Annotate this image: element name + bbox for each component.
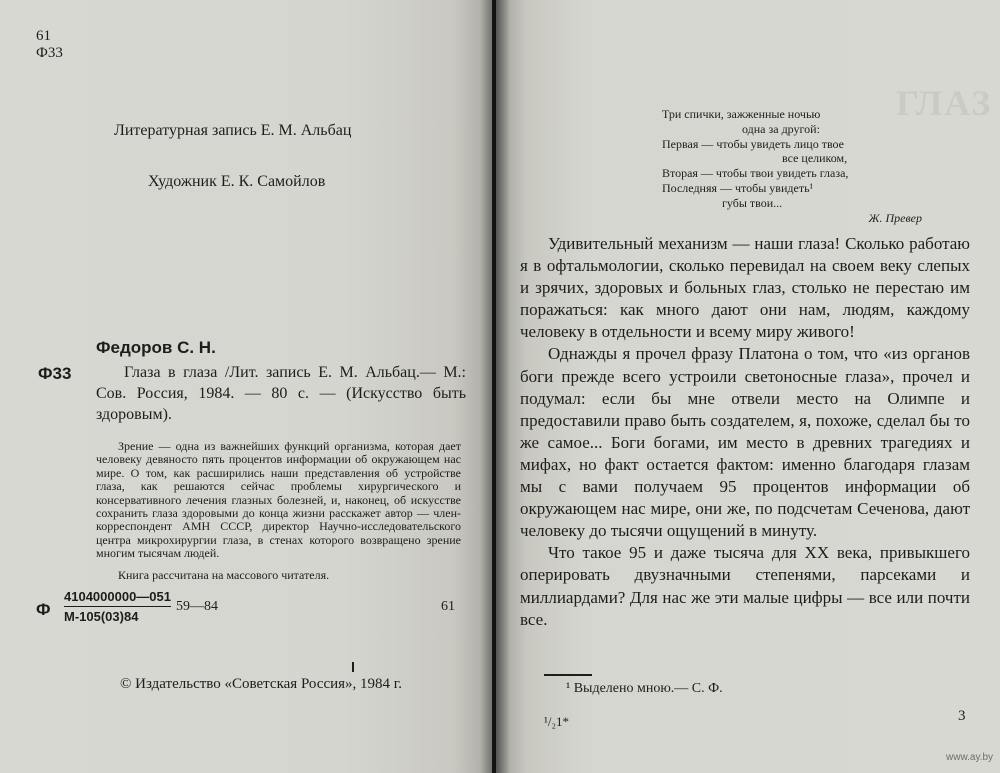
epigraph-author: Ж. Превер [868,210,922,225]
epigraph-line: Первая — чтобы увидеть лицо твое [662,136,845,151]
page-number: 3 [958,708,966,724]
print-tick-mark [352,662,354,672]
paragraph: Что такое 95 и даже тысяча для XX века, привыкшего оперировать двузначными степенями, парсеками и миллиардами? Для нас же эти малые цифры — все или почти все. [520,543,970,629]
index-number: 61 [441,599,455,614]
footnote-rule [544,674,592,676]
bibliographic-entry: Глаза в глаза /Лит. запись Е. М. Альбац.— М.: Сов. Россия, 1984. — 80 с. — (Искусство быть здоровым). [96,364,466,423]
copyright-line: © Издательство «Советская Россия», 1984 г. [120,676,402,692]
bleed-through-shadow: ГЛАЗ [896,83,993,123]
epigraph-line: губы твои... [722,195,783,210]
right-page [496,0,1000,773]
classification-code-left: Ф33 [38,364,72,383]
watermark: www.ay.by [946,752,994,763]
paragraph: Однажды я прочел фразу Платона о том, что «из органов боги прежде всего устроили светоносные глаза», прочел и подумал: если бы мне отвели место на Олимпе и предоставили право быть создателем, я, похоже, сделал бы то же самое... Боги богами, им место в древних трагедиях и мифах, но факт остается фактом: именно благодаря глазам мы с вами получаем 95 процентов информации об окружающем нас мире, они же, по подсчетам Сеченова, дают человеку до тысячи ощущений в минуту. [520,344,970,541]
author-name: Федоров С. Н. [96,338,216,357]
code-top-line2: Ф33 [36,45,63,61]
literary-credit: Литературная запись Е. М. Альбац [114,122,352,139]
body-text [520,233,970,631]
annotation-text: Зрение — одна из важнейших функций организма, которая дает человеку девяносто пять процентов информации об окружающем нас мире. О том, как расширились наши представления об устройстве глаза, как решаются сейчас проблемы хирургического и консервативного лечения глазных болезней, и, наконец, об искусстве сохранить глаза здоровыми до конца жизни расскажет автор — член-корреспондент АМН СССР, директор Научно-исследовательского центра микрохирургии глаза, в стенах которого возвращено зрение многим тысячам людей. [96,439,461,561]
artist-credit: Художник Е. К. Самойлов [148,173,326,190]
left-page [0,0,492,773]
epigraph-line: Последняя — чтобы увидеть¹ [662,180,814,195]
index-numerator: 4104000000—051 [64,589,171,604]
code-top-line1: 61 [36,28,51,44]
index-phi: Ф [36,600,51,619]
index-denominator: М-105(03)84 [64,606,171,624]
epigraph-line: все целиком, [782,151,848,166]
paragraph: Удивительный механизм — наши глаза! Сколько работаю я в офтальмологии, сколько перевидал на своем веку слепых и зрячих, здоровых и больных глаз, столько не перестаю им поражаться: как много дают они нам, людям, каждому человеку в отдельности и всему миру живого! [520,234,970,342]
epigraph [662,107,932,225]
epigraph-line: одна за другой: [742,121,820,136]
epigraph-line: Три спички, зажженные ночью [662,107,821,121]
classification-code-top [36,28,63,62]
readership-note: Книга рассчитана на массового читателя. [118,568,330,582]
index-suffix: 59—84 [176,599,218,614]
signature-mark: ¹/₂1* [544,714,570,729]
epigraph-line: Вторая — чтобы твои увидеть глаза, [662,166,849,181]
footnote: ¹ Выделено мною.— С. Ф. [566,681,723,696]
index-fraction [64,589,171,624]
